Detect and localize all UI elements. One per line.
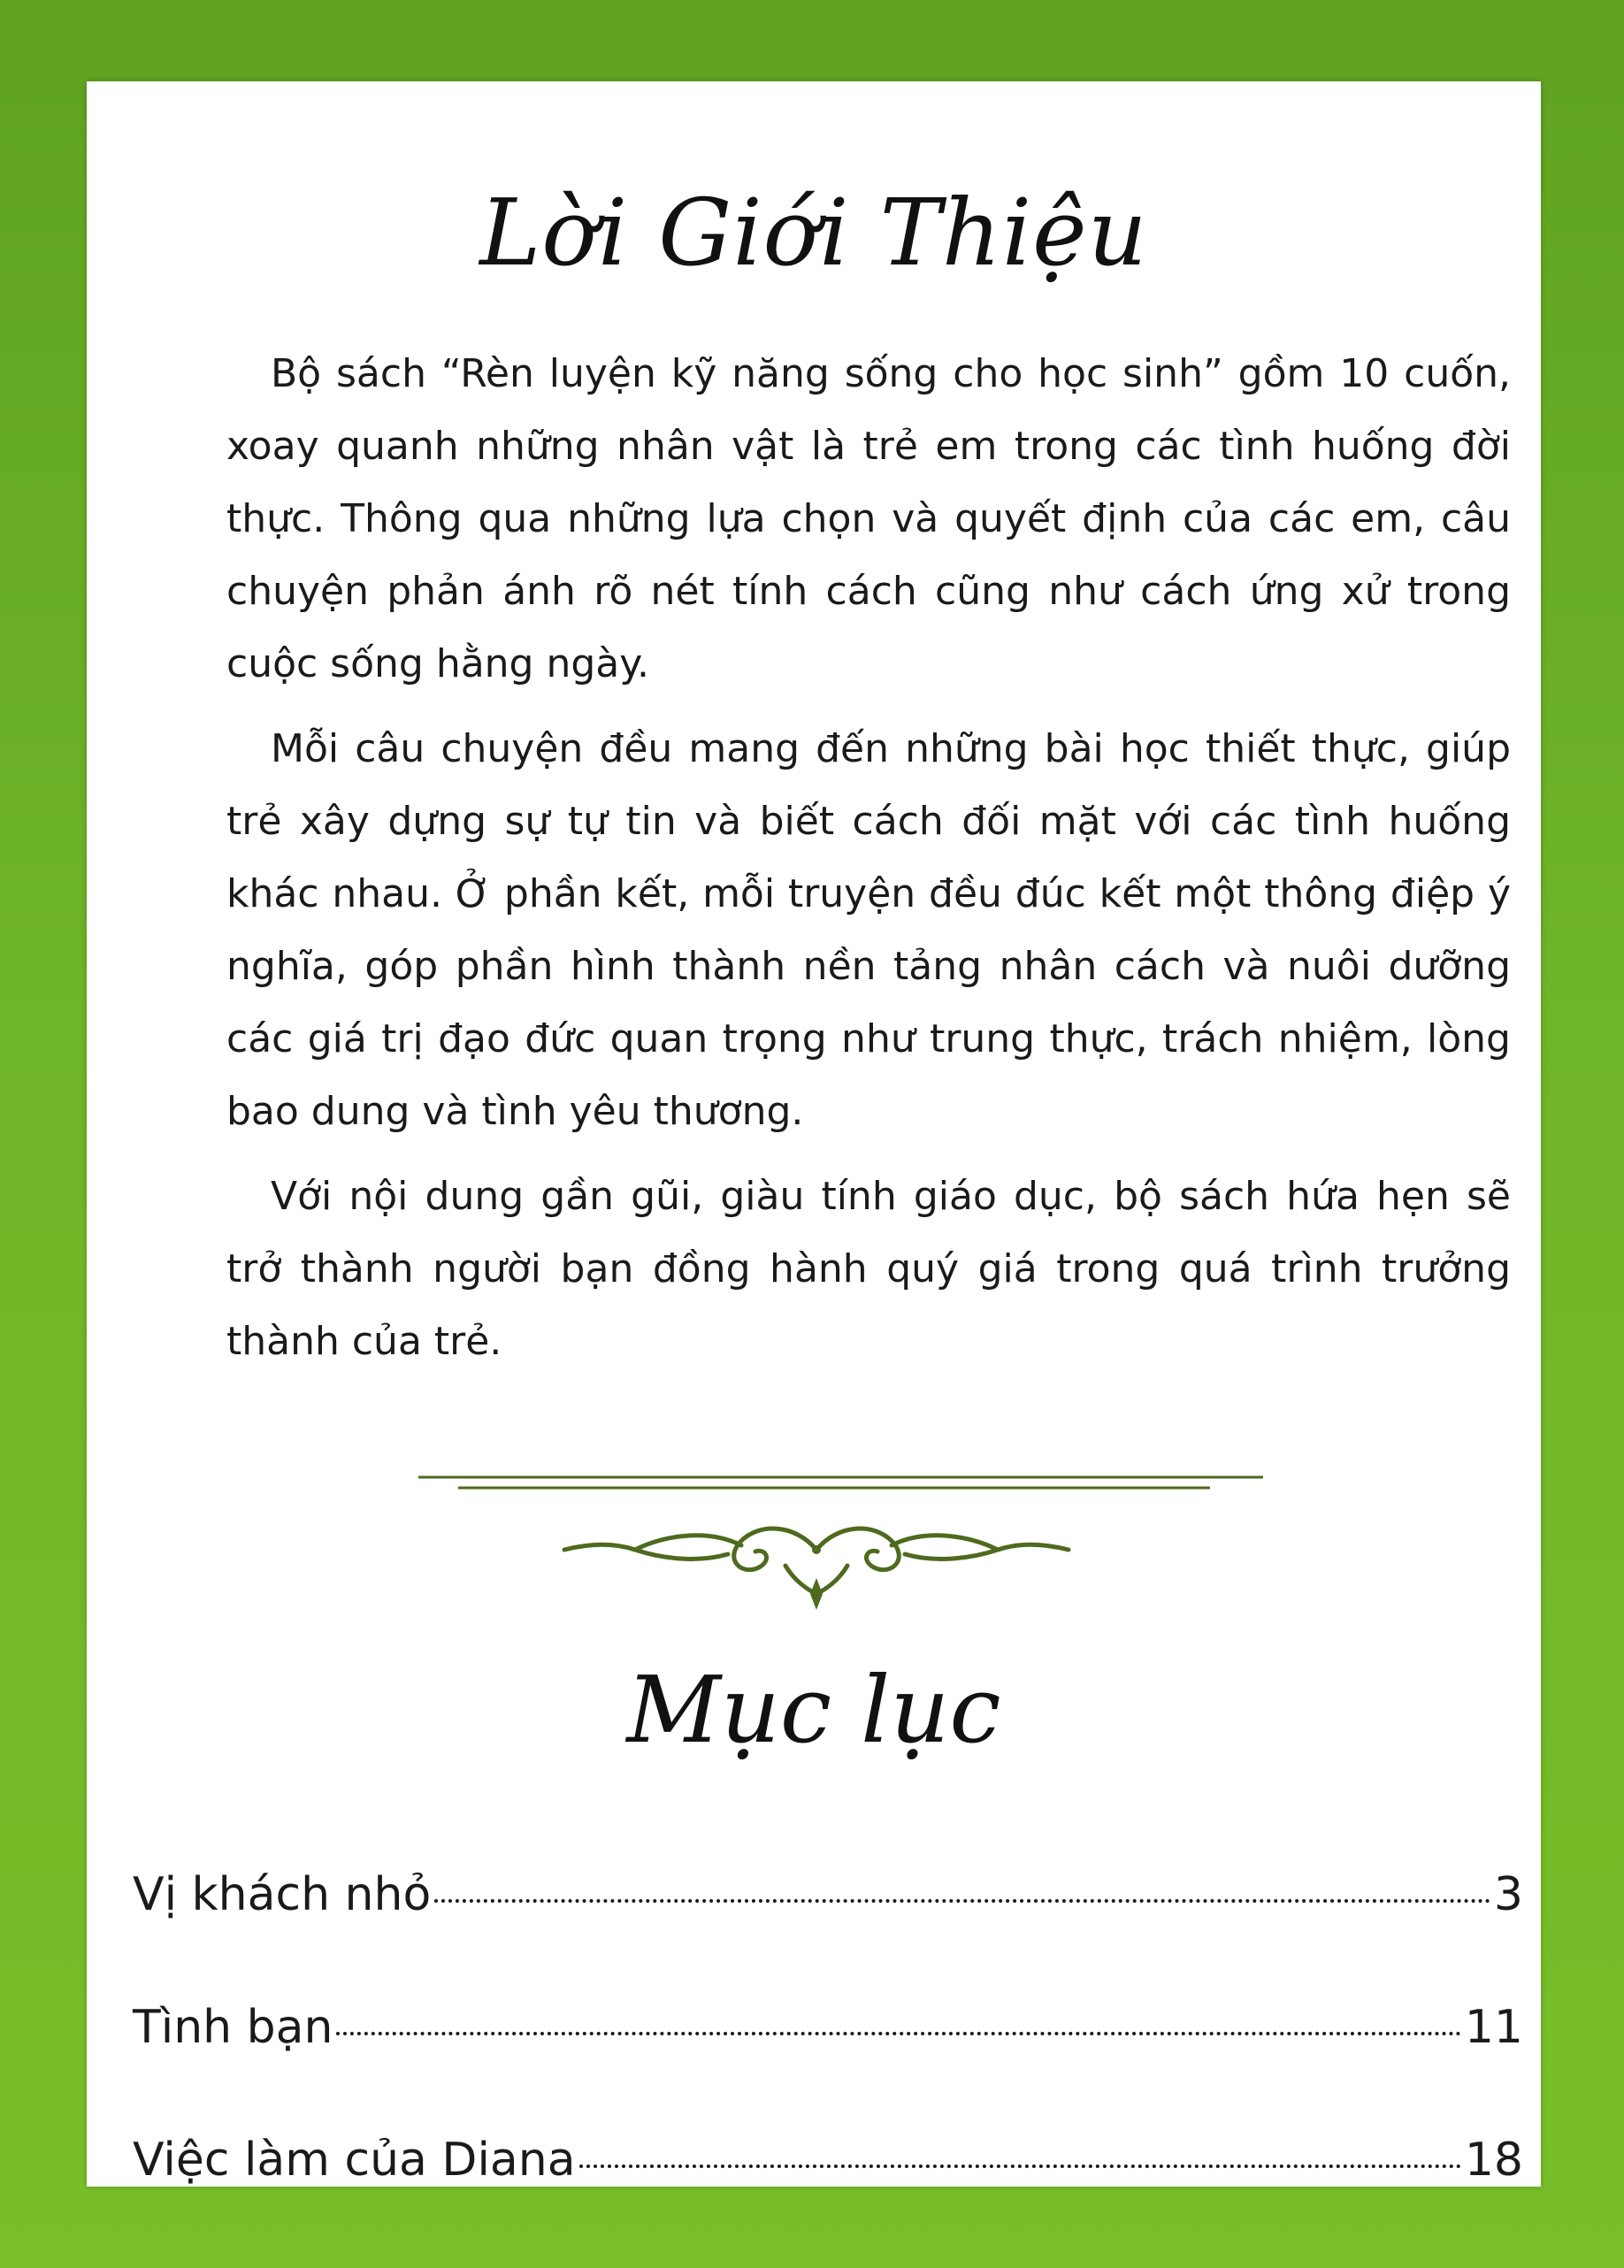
intro-paragraph-2: Mỗi câu chuyện đều mang đến những bài học thiết thực, giúp trẻ xây dựng sự tự tin và biết cách đối mặt với các tình huống khác nhau. Ở phần kết, mỗi truyện đều đúc kết một thông điệp ý nghĩa, góp phần hình thành nền tảng nhân cách và nuôi dưỡng các giá trị đạo đức quan trọng như trung thực, trách nhiệm, lòng bao dung và tình yêu thương. [226,726,1511,1134]
intro-title: Lời Giới Thiệu [479,179,1148,287]
toc-entry-label: Việc làm của Diana [133,2134,576,2187]
book-page [87,81,1541,2187]
toc-entry-page: 18 [1464,2134,1523,2187]
toc-entry-vi-khach-nho[interactable] [133,1868,1523,2001]
toc-title: Mục lục [626,1656,1001,1764]
intro-body [87,338,1511,1391]
dot-leader [579,2165,1461,2168]
dot-leader [336,2032,1460,2035]
toc-entry-page: 3 [1493,1868,1523,1921]
dot-leader [434,1899,1490,1903]
intro-paragraph-3: Với nội dung gần gũi, giàu tính giáo dục, bộ sách hứa hẹn sẽ trở thành người bạn đồng hành quý giá trong quá trình trưởng thành của trẻ. [226,1174,1511,1364]
toc-entry-tinh-ban[interactable] [133,2001,1523,2134]
toc-entry-viec-lam-cua-diana[interactable] [133,2134,1523,2266]
table-of-contents [133,1868,1523,2266]
ornament-divider [370,1461,1263,1638]
toc-entry-label: Vị khách nhỏ [133,1868,432,1921]
toc-entry-label: Tình bạn [133,2001,333,2054]
toc-entry-page: 11 [1464,2001,1523,2054]
intro-paragraph-1: Bộ sách “Rèn luyện kỹ năng sống cho học sinh” gồm 10 cuốn, xoay quanh những nhân vật là trẻ em trong các tình huống đời thực. Thông qua những lựa chọn và quyết định của các em, câu chuyện phản ánh rõ nét tính cách cũng như cách ứng xử trong cuộc sống hằng ngày. [226,351,1511,686]
